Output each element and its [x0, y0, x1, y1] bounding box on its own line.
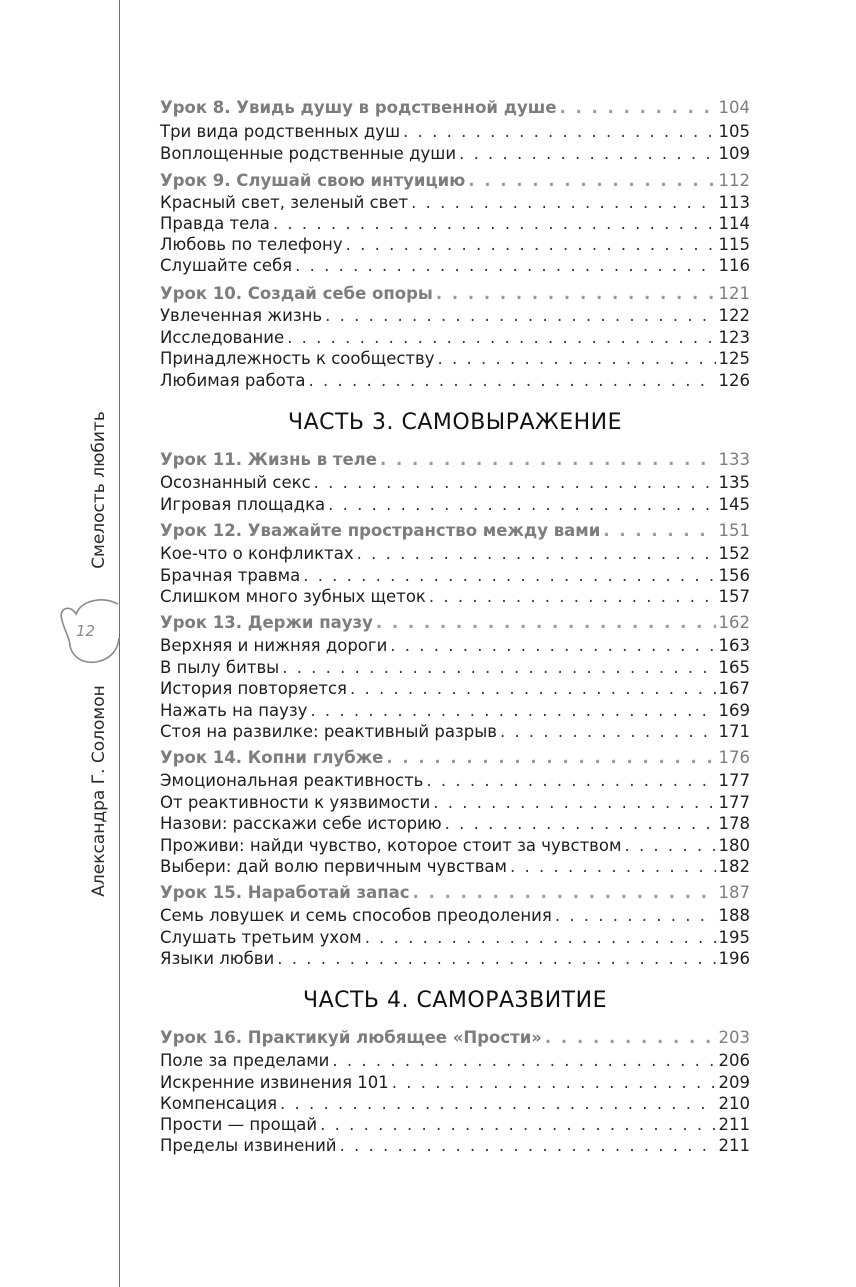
dot-leader	[413, 882, 716, 904]
dot-leader	[545, 1027, 716, 1049]
dot-leader	[411, 192, 715, 214]
dot-leader	[392, 1072, 716, 1094]
dot-leader	[303, 565, 715, 587]
dot-leader	[429, 586, 716, 608]
toc-page: 209	[718, 1073, 750, 1092]
toc-title: Искренние извинения 101	[160, 1073, 389, 1092]
dot-leader	[277, 948, 715, 970]
toc-page: 169	[718, 701, 750, 720]
toc-page: 121	[718, 284, 750, 303]
toc-title: Кое-что о конфликтах	[160, 544, 354, 563]
dot-leader	[340, 1135, 716, 1157]
toc-title: Слишком много зубных щеток	[160, 587, 426, 606]
toc-title: Осознанный секс	[160, 473, 311, 492]
toc-page: 180	[718, 836, 750, 855]
dot-leader	[273, 213, 716, 235]
toc-title: Верхняя и нижняя дороги	[160, 636, 388, 655]
toc-title: В пылу битвы	[160, 658, 280, 677]
toc-page: 211	[718, 1136, 750, 1155]
dot-leader	[403, 121, 715, 143]
toc-title: Урок 10. Создай себе опоры	[160, 284, 433, 303]
dot-leader	[280, 1093, 715, 1115]
toc-lesson	[160, 882, 750, 904]
toc-item	[160, 370, 750, 392]
toc-item	[160, 721, 750, 743]
toc-item	[160, 121, 750, 143]
dot-leader	[314, 472, 716, 494]
toc-title: Правда тела	[160, 214, 270, 233]
toc-page: 125	[718, 349, 750, 368]
toc-title: Нажать на паузу	[160, 701, 308, 720]
toc-page: 195	[718, 928, 750, 947]
dot-leader	[350, 678, 716, 700]
part-heading: ЧАСТЬ 3. САМОВЫРАЖЕНИЕ	[287, 410, 623, 435]
toc-page: 123	[718, 328, 750, 347]
toc-item	[160, 770, 750, 792]
toc-page: 133	[718, 450, 750, 469]
dot-leader	[445, 813, 716, 835]
toc-item	[160, 678, 750, 700]
dot-leader	[332, 1050, 715, 1072]
toc-page: 167	[718, 679, 750, 698]
toc-item	[160, 327, 750, 349]
toc-title: От реактивности к уязвимости	[160, 793, 431, 812]
toc-title: Эмоциональная реактивность	[160, 771, 424, 790]
dot-leader	[500, 721, 716, 743]
dot-leader	[555, 905, 716, 927]
toc-title: Урок 11. Жизнь в теле	[160, 450, 377, 469]
toc-item	[160, 1114, 750, 1136]
toc-title: Стоя на развилке: реактивный разрыв	[160, 722, 497, 741]
toc-title: Проживи: найди чувство, которое стоит за чувством	[160, 836, 622, 855]
toc-title: Слушать третьим ухом	[160, 928, 362, 947]
dot-leader	[436, 283, 716, 305]
toc-title: Урок 12. Уважайте пространство между вами	[160, 521, 601, 540]
toc-page: 165	[718, 658, 750, 677]
dot-leader	[295, 255, 715, 277]
toc-title: Красный свет, зеленый свет	[160, 193, 409, 212]
dot-leader	[438, 348, 716, 370]
toc-title: Пределы извинений	[160, 1136, 337, 1155]
toc-item	[160, 657, 750, 679]
dot-leader	[376, 612, 716, 634]
page-number: 12	[76, 622, 96, 640]
toc-page: 115	[718, 235, 750, 254]
part-heading: ЧАСТЬ 4. САМОРАЗВИТИЕ	[303, 988, 607, 1013]
toc-item	[160, 213, 750, 235]
toc-page: 210	[718, 1094, 750, 1113]
toc-page: 156	[718, 566, 750, 585]
running-head-author: Александра Г. Соломон	[89, 685, 109, 897]
toc-item	[160, 494, 750, 516]
toc-item	[160, 1050, 750, 1072]
toc-title: Урок 15. Наработай запас	[160, 883, 410, 902]
toc-item	[160, 472, 750, 494]
toc-page: 171	[718, 722, 750, 741]
toc-item	[160, 234, 750, 256]
toc-title: Воплощенные родственные души	[160, 144, 457, 163]
toc-page: 145	[718, 495, 750, 514]
dot-leader	[459, 143, 715, 165]
toc-title: Назови: расскажи себе историю	[160, 814, 442, 833]
toc-item	[160, 565, 750, 587]
dot-leader	[380, 449, 716, 471]
dot-leader	[510, 856, 716, 878]
toc-item	[160, 948, 750, 970]
toc-title: Игровая площадка	[160, 495, 326, 514]
toc-page: 112	[718, 171, 750, 190]
toc-item	[160, 348, 750, 370]
toc-page: 177	[718, 793, 750, 812]
toc-item	[160, 143, 750, 165]
toc-title: Брачная травма	[160, 566, 301, 585]
toc-lesson	[160, 97, 750, 119]
dot-leader	[365, 927, 716, 949]
toc-page: 188	[718, 906, 750, 925]
toc-page: 152	[718, 544, 750, 563]
toc-page: 114	[718, 214, 750, 233]
toc-title: Поле за пределами	[160, 1051, 330, 1070]
toc-title: Компенсация	[160, 1094, 278, 1113]
toc-item	[160, 792, 750, 814]
dot-leader	[309, 370, 716, 392]
toc-page: 163	[718, 636, 750, 655]
toc-item	[160, 1093, 750, 1115]
toc-lesson	[160, 612, 750, 634]
toc-title: Урок 8. Увидь душу в родственной душе	[160, 98, 557, 117]
dot-leader	[282, 657, 715, 679]
toc-page: 176	[718, 748, 750, 767]
dot-leader	[390, 635, 715, 657]
toc-lesson	[160, 170, 750, 192]
toc-lesson	[160, 747, 750, 769]
toc-title: Урок 9. Слушай свою интуицию	[160, 171, 466, 190]
toc-title: Языки любви	[160, 949, 275, 968]
toc-title: Урок 14. Копни глубже	[160, 748, 384, 767]
toc-page: 105	[718, 122, 750, 141]
dot-leader	[320, 1114, 715, 1136]
toc-page: 122	[718, 306, 750, 325]
dot-leader	[433, 792, 715, 814]
running-head-book-title: Смелость любить	[89, 411, 109, 569]
toc-page: 203	[718, 1028, 750, 1047]
toc-title: Прости — прощай	[160, 1115, 318, 1134]
dot-leader	[468, 170, 715, 192]
toc-lesson	[160, 520, 750, 542]
toc-page: 211	[718, 1115, 750, 1134]
toc-page: 196	[718, 949, 750, 968]
dot-leader	[603, 520, 715, 542]
toc-page: 162	[718, 613, 750, 632]
toc-title: История повторяется	[160, 679, 347, 698]
toc-page: 157	[718, 587, 750, 606]
toc-title: Урок 16. Практикуй любящее «Прости»	[160, 1028, 542, 1047]
dot-leader	[328, 494, 715, 516]
toc-item	[160, 586, 750, 608]
toc-page: 113	[718, 193, 750, 212]
toc-lesson	[160, 449, 750, 471]
dot-leader	[624, 835, 715, 857]
toc-page: 178	[718, 814, 750, 833]
toc-item	[160, 856, 750, 878]
toc-item	[160, 927, 750, 949]
toc-item	[160, 700, 750, 722]
toc-item	[160, 813, 750, 835]
dot-leader	[325, 305, 715, 327]
toc-title: Любовь по телефону	[160, 235, 343, 254]
dot-leader	[426, 770, 715, 792]
toc-page: 206	[718, 1051, 750, 1070]
toc-page: 109	[718, 144, 750, 163]
toc-title: Принадлежность к сообществу	[160, 349, 435, 368]
toc-title: Выбери: дай волю первичным чувствам	[160, 857, 507, 876]
toc-title: Слушайте себя	[160, 256, 293, 275]
toc-lesson	[160, 283, 750, 305]
toc-lesson	[160, 1027, 750, 1049]
toc-item	[160, 305, 750, 327]
toc-page: 182	[718, 857, 750, 876]
dot-leader	[560, 97, 716, 119]
toc-title: Увлеченная жизнь	[160, 306, 323, 325]
dot-leader	[357, 543, 716, 565]
toc-item	[160, 835, 750, 857]
toc-page: 135	[718, 473, 750, 492]
dot-leader	[386, 747, 715, 769]
toc-title: Любимая работа	[160, 371, 306, 390]
toc-item	[160, 543, 750, 565]
dot-leader	[346, 234, 716, 256]
toc-title: Семь ловушек и семь способов преодоления	[160, 906, 552, 925]
toc-item	[160, 1135, 750, 1157]
toc-page: 177	[718, 771, 750, 790]
toc-item	[160, 192, 750, 214]
toc-item	[160, 635, 750, 657]
toc-item	[160, 905, 750, 927]
toc-title: Три вида родственных душ	[160, 122, 401, 141]
toc-title: Урок 13. Держи паузу	[160, 613, 373, 632]
dot-leader	[287, 327, 715, 349]
toc-page: 116	[718, 256, 750, 275]
dot-leader	[310, 700, 715, 722]
toc-title: Исследование	[160, 328, 285, 347]
toc-page: 151	[718, 521, 750, 540]
toc-item	[160, 1072, 750, 1094]
toc-item	[160, 255, 750, 277]
toc-page: 187	[718, 883, 750, 902]
toc-page: 126	[718, 371, 750, 390]
toc-page: 104	[718, 98, 750, 117]
